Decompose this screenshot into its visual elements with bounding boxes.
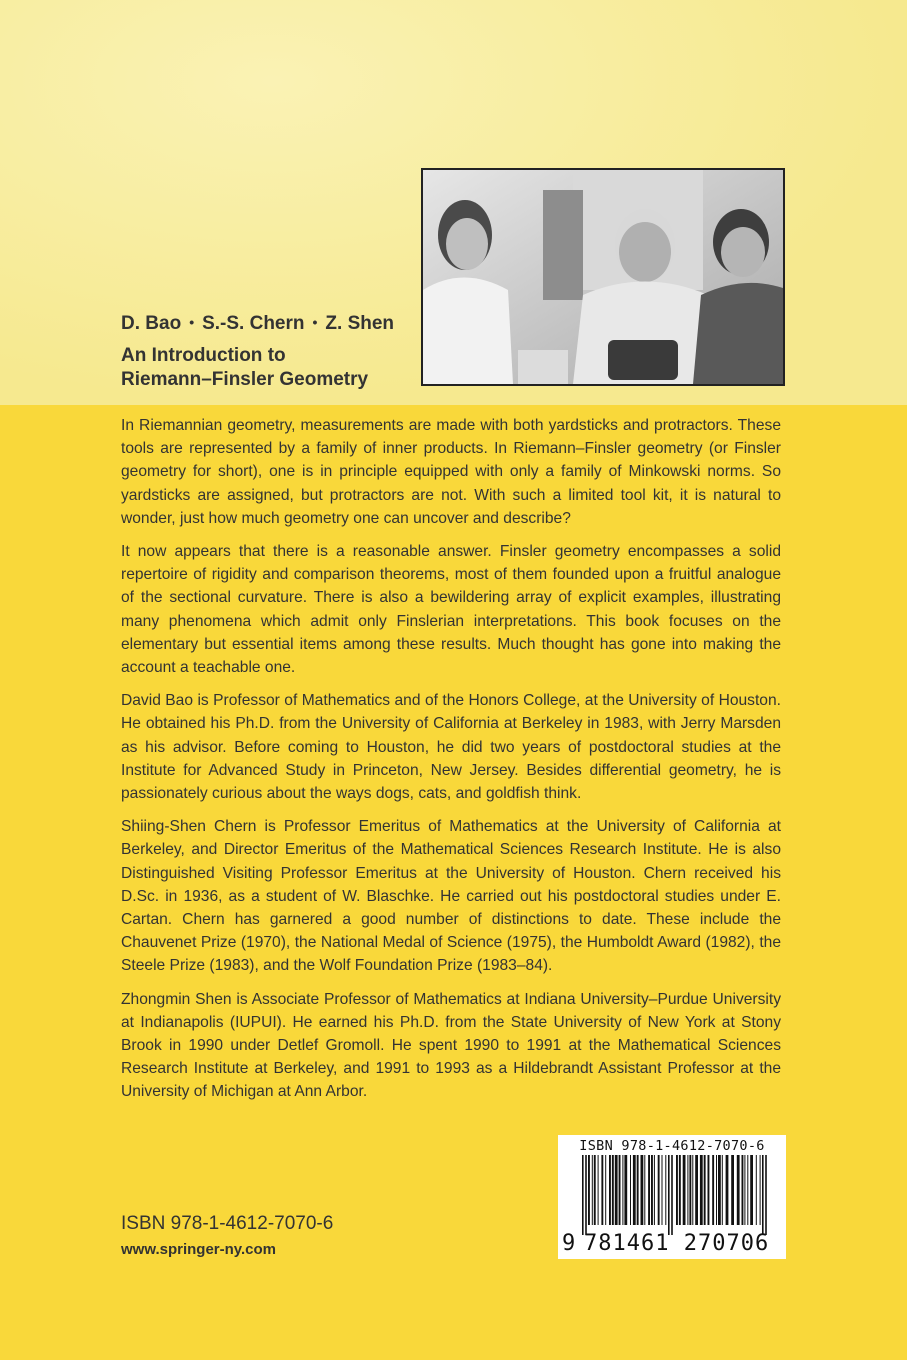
barcode-bar (712, 1155, 714, 1225)
barcode-isbn-text: ISBN 978-1-4612-7070-6 (579, 1138, 765, 1154)
barcode-bar (700, 1155, 703, 1225)
barcode-bar (658, 1155, 660, 1225)
barcode-guard-bar (582, 1155, 584, 1235)
barcode-bar (760, 1155, 761, 1225)
barcode-bar (637, 1155, 639, 1225)
barcode-bar (648, 1155, 650, 1225)
barcode-bar (742, 1155, 744, 1225)
barcode-bar (708, 1155, 710, 1225)
barcode-bar (622, 1155, 623, 1225)
isbn-barcode (558, 1135, 786, 1259)
barcode-bar (592, 1155, 593, 1225)
barcode-bar (641, 1155, 644, 1225)
bio-chern: Shiing-Shen Chern is Professor Emeritus of Mathematics at the University of California at Berkeley, and Director Emeritus of the Mathematical Sciences Research Institute. He is also Distinguished Visiting Professor Emeritus at the University of Houston. Chern received his D.Sc. in 1936, as a student of W. Blaschke. He carried out his postdoctoral studies under E. Cartan. Chern has garnered a good number of distinctions to date. These include the Chauvenet Prize (1970), the National Medal of Science (1975), the Humboldt Award (1982), the Steele Prize (1983), and the Wolf Foundation Prize (1983–84). (121, 818, 781, 975)
isbn-number: ISBN 978-1-4612-7070-6 (121, 1213, 334, 1234)
barcode-bar (605, 1155, 606, 1225)
barcode-bar (651, 1155, 653, 1225)
barcode-guard-bar (762, 1155, 764, 1235)
barcode-bar (612, 1155, 614, 1225)
title-line-1: An Introduction to (121, 345, 286, 366)
barcode-bar (609, 1155, 611, 1225)
barcode-bar (665, 1155, 666, 1225)
barcode-bar (676, 1155, 678, 1225)
bio-shen: Zhongmin Shen is Associate Professor of Mathematics at Indiana University–Purdue University at Indianapolis (IUPUI). He earned his Ph.D. from the State University of New York at Stony Brook in 1990 under Detlef Gromoll. He spent 1990 to 1991 at the Mathematical Sciences Research Institute at Berkeley, and 1991 to 1993 as a Hildebrandt Assistant Professor at the University of Michigan at Ann Arbor. (121, 990, 781, 1101)
bio-bao: David Bao is Professor of Mathematics and of the Honors College, at the University of Houston. He obtained his Ph.D. from the University of California at Berkeley in 1983, with Jerry Marsden as his advisor. Before coming to Houston, he did two years of postdoctoral studies at the Institute for Advanced Study in Princeton, New Jersey. Besides differential geometry, he is passionately curious about the ways dogs, cats, and goldfish think. (121, 692, 781, 803)
barcode-bar (683, 1155, 686, 1225)
barcode-digit-groups: 781461 270706 (584, 1231, 770, 1256)
blurb-paragraph-2: It now appears that there is a reasonable answer. Finsler geometry encompasses a solid repertoire of rigidity and comparison theorems, most of them founded upon a fruitful analogue of the sectional curvature. There is also a bewildering array of explicit examples, illustrating many phenomena which admit only Finslerian interpretations. This book focuses on the elementary but essential items among these results. Much thought has gone into making the account a teachable one. (121, 543, 781, 677)
barcode-bar (633, 1155, 636, 1225)
author-photo (421, 168, 785, 386)
barcode-bar (588, 1155, 590, 1225)
barcode-bar (619, 1155, 621, 1225)
barcode-bar (695, 1155, 698, 1225)
barcode-bar (704, 1155, 706, 1225)
author-separator: • (189, 314, 195, 330)
barcode-bar (716, 1155, 717, 1225)
barcode-bar (692, 1155, 693, 1225)
publisher-website[interactable]: www.springer-ny.com (121, 1241, 277, 1258)
barcode-bar (654, 1155, 655, 1225)
barcode-bar (718, 1155, 721, 1225)
barcode-bar (722, 1155, 723, 1225)
barcode-bar (679, 1155, 681, 1225)
barcode-bar (630, 1155, 631, 1225)
barcode-bar (731, 1155, 734, 1225)
barcode-first-digit: 9 (562, 1231, 576, 1256)
author-1: D. Bao (121, 313, 182, 334)
title-line-2: Riemann–Finsler Geometry (121, 369, 369, 390)
barcode-bar (624, 1155, 627, 1225)
barcode-guard-bar (765, 1155, 767, 1235)
barcode-bar (601, 1155, 603, 1225)
barcode-bar (662, 1155, 663, 1225)
barcode-bars (564, 1155, 780, 1235)
barcode-bar (594, 1155, 596, 1225)
barcode-guard-bar (668, 1155, 670, 1235)
barcode-bar (687, 1155, 688, 1225)
barcode-bar (744, 1155, 745, 1225)
barcode-guard-bar (671, 1155, 673, 1235)
author-3: Z. Shen (325, 313, 395, 334)
barcode-bar (615, 1155, 618, 1225)
book-title (121, 344, 416, 392)
author-names (121, 313, 394, 335)
barcode-bar (750, 1155, 753, 1225)
author-separator: • (312, 314, 318, 330)
back-cover-blurb (121, 414, 781, 1114)
barcode-bar (747, 1155, 748, 1225)
barcode-bar (737, 1155, 740, 1225)
barcode-bar (644, 1155, 645, 1225)
barcode-bar (598, 1155, 599, 1225)
barcode-bar (726, 1155, 729, 1225)
barcode-bar (756, 1155, 757, 1225)
barcode-bar (689, 1155, 691, 1225)
author-2: S.-S. Chern (202, 313, 305, 334)
blurb-paragraph-1: In Riemannian geometry, measurements are made with both yardsticks and protractors. These tools are represented by a family of inner products. In Riemann–Finsler geometry (or Finsler geometry for short), one is in principle equipped with only a family of Minkowski norms. So yardsticks are assigned, but protractors are not. With such a limited tool kit, it is natural to wonder, just how much geometry one can uncover and describe? (121, 417, 781, 527)
barcode-guard-bar (585, 1155, 587, 1235)
